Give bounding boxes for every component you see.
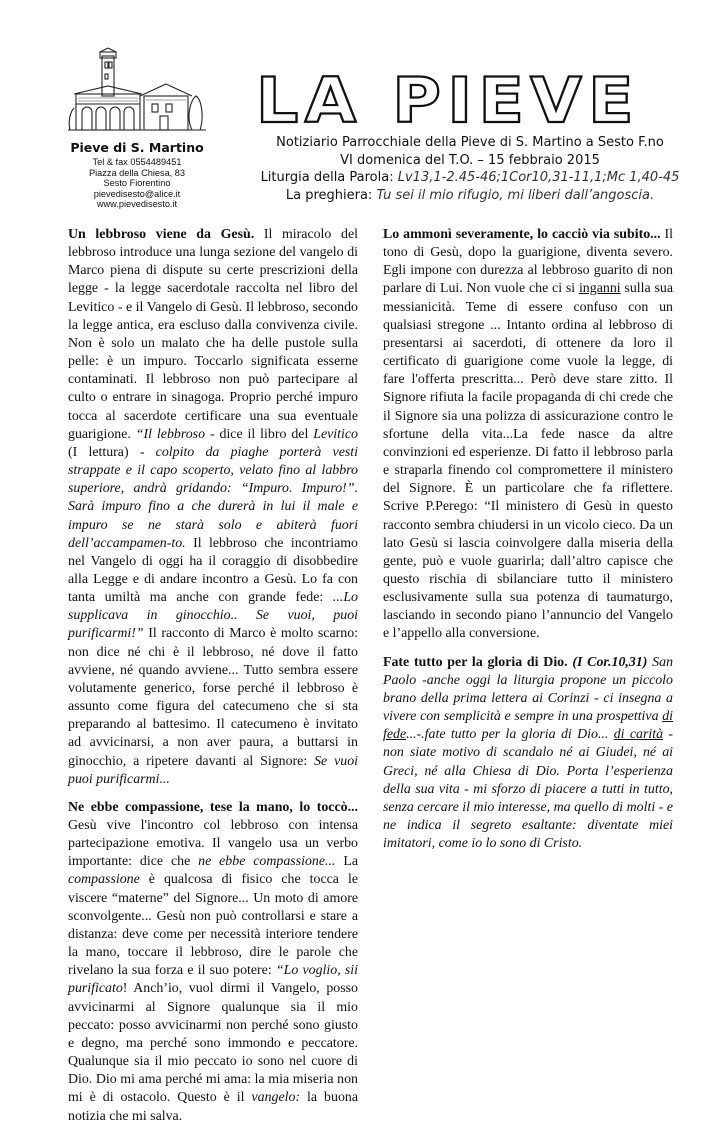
masthead-title — [252, 64, 644, 137]
article-glory-of-god: Fate tutto per la gloria di Dio. (I Cor.10,31) San Paolo -anche oggi la liturgia propone un piccolo brano della prima lettera ai Corinzi - ci insegna a vivere con semplicità e sempre in una prospettiva di fede...-.fate tutto per la gloria di Dio... di carità -non siate motivo di scandalo né ai Giudei, né ai Greci, né alla Chiesa di Dio. Porta l’esperienza della sua vita - mi sforzo di piacere a tutti in tutto, senza cercare il mio interesse, ma quello di molti - e ne indica il segreto esaltante: diventate miei imitatori, come io lo sono di Cristo. — [383, 654, 674, 852]
contact-phone: Tel & fax 0554489451 — [92, 157, 182, 167]
parish-name: Pieve di S. Martino — [70, 140, 204, 155]
contact-address: Piazza della Chiesa, 83 — [88, 167, 186, 178]
contact-email: pievedisesto@alice.it — [93, 188, 181, 199]
subtitle-line-2: VI domenica del T.O. – 15 febbraio 2015 — [340, 152, 600, 168]
right-column — [383, 226, 673, 863]
article-admonished: Lo ammonì severamente, lo cacciò via subito... Il tono di Gesù, dopo la guarigione, diventa severo. Egli impone con durezza al lebbroso guarito di non parlare di Lui. Non vuole che ci si inganni sulla sua messianicità. Teme di essere confuso con un qualsiasi stregone ... Intanto ordina al lebbroso di presentarsi ai sacerdoti, di ottenere da loro il certificato di guarigione come vuole la legge, di fare l'offerta prescritta... Però deve stare zitto. Il Signore rifiuta la facile propaganda di chi crede che il Signore sia una polizza di assicurazione contro le sfortune della vita...La fede nasce da altre convinzioni ed esperienze. Di fatto il lebbroso parla e straparla finendo col compromettere il ministero del Signore. È un particolare che fa riflettere. Scrive P.Perego: “Il ministero di Gesù in questo racconto sembra chiudersi in un vicolo cieco. Da un lato Gesù si lascia coinvolgere dalla miseria della gente, può e vuole guarirla; dall’altro capisce che questo rischia di sbilanciare tutto il ministero esclusivamente sulla sua potenza di taumaturgo, lasciando in secondo piano l’annuncio del Vangelo e l’appello alla conversione. — [383, 227, 673, 642]
article-heading: Ne ebbe compassione, tese la mano, lo toccò... — [68, 799, 358, 815]
article-leper-comes: Un lebbroso viene da Gesù. Il miracolo del lebbroso introduce una lunga sezione del vangelo di Marco piena di dispute su certe prescrizioni della legge - la legge sacerdotale raccolta nel libro del Levitico - e il Vangelo di Gesù. Il lebbroso, secondo la legge antica, era escluso dalla convivenza civile. Non è solo un malato che ha delle pustole sulla pelle: è un impuro. Toccarlo significata esserne contaminati. Il lebbroso non può partecipare al culto o entrare in sinagoga. Proprio perché impuro tocca al sacerdote certificare una sua eventuale guarigione. “Il lebbroso - dice il libro del Levitico (I lettura) - colpito da piaghe porterà vesti strappate e il capo scoperto, velato fino al labbro superiore, andrà gridando: “Impuro. Impuro!”. Sarà impuro fino a che durerà in lui il male e impuro se ne starà solo e abiterà fuori dell’accampamen-to. Il lebbroso che incontriamo nel Vangelo di oggi ha il coraggio di disobbedire alla Legge e di andare incontro a Gesù. Lo fa con tanta umiltà ma anche con grande fede: ...Lo supplicava in ginocchio.. Se vuoi, puoi purificarmi!” Il racconto di Marco è molto scarno: non dice né chi è il lebbroso, né dove il fatto avviene, né quando avviene... Tutto sembra essere volutamente generico, forse perché il lebbroso è assunto come figura del catecumeno che si sta preparando al battesimo. Il catecumeno è invitato ad avvicinarsi, a non aver paura, a buttarsi in ginocchio, a ripetere davanti al Signore: Se vuoi puoi purificarmi... — [68, 227, 358, 787]
church-logo — [68, 48, 206, 134]
prayer-line — [255, 187, 685, 205]
newsletter-subtitle — [255, 134, 685, 204]
liturgy-line — [255, 169, 685, 187]
masthead-text: LA PIEVE — [256, 64, 640, 137]
contact-block — [68, 157, 206, 210]
prayer-text: Tu sei il mio rifugio, mi liberi dall’angoscia. — [372, 187, 655, 203]
liturgy-refs: Lv13,1-2.45-46;1Cor10,31-11,1;Mc 1,40-45 — [393, 170, 680, 185]
subtitle-line-1: Notiziario Parrocchiale della Pieve di S. Martino a Sesto F.no — [276, 135, 664, 150]
article-compassion: Ne ebbe compassione, tese la mano, lo toccò... Gesù vive l'incontro col lebbroso con intensa partecipazione emotiva. Il vangelo usa un verbo importante: dice che ne ebbe compassione... La compassione è qualcosa di fisico che tocca le viscere “materne” del Signore... Un moto di amore sconvolgente... Gesù non può controllarsi e stare a distanza: deve come per necessità interiore tendere la mano, toccare il lebbroso, dire le parole che rivelano la sua forza e il suo potere: “Lo voglio, sii purificato! Anch’io, vuol dirmi il Vangelo, posso avvicinarmi al Signore qualunque sia il mio peccato: posso avvicinarmi non perché sono giusto e degno, ma perché sono immondo e peccatore. Qualunque sia il mio peccato io sono nel cuore di Dio. Dio mi ama perché mi ama: la mia miseria non mi è di ostacolo. Questo è il vangelo: la buona notizia che mi salva. — [68, 799, 358, 1124]
article-heading: Lo ammonì severamente, lo cacciò via subito... — [383, 227, 661, 242]
left-column — [68, 226, 358, 1124]
liturgy-label: Liturgia della Parola: — [260, 170, 394, 185]
article-heading: Un lebbroso viene da Gesù. — [68, 227, 255, 242]
contact-website: www.pievedisesto.it — [96, 199, 178, 210]
contact-city: Sesto Fiorentino — [103, 178, 171, 189]
article-heading: Fate tutto per la gloria di Dio. — [383, 654, 568, 670]
prayer-label: La preghiera: — [285, 187, 373, 203]
